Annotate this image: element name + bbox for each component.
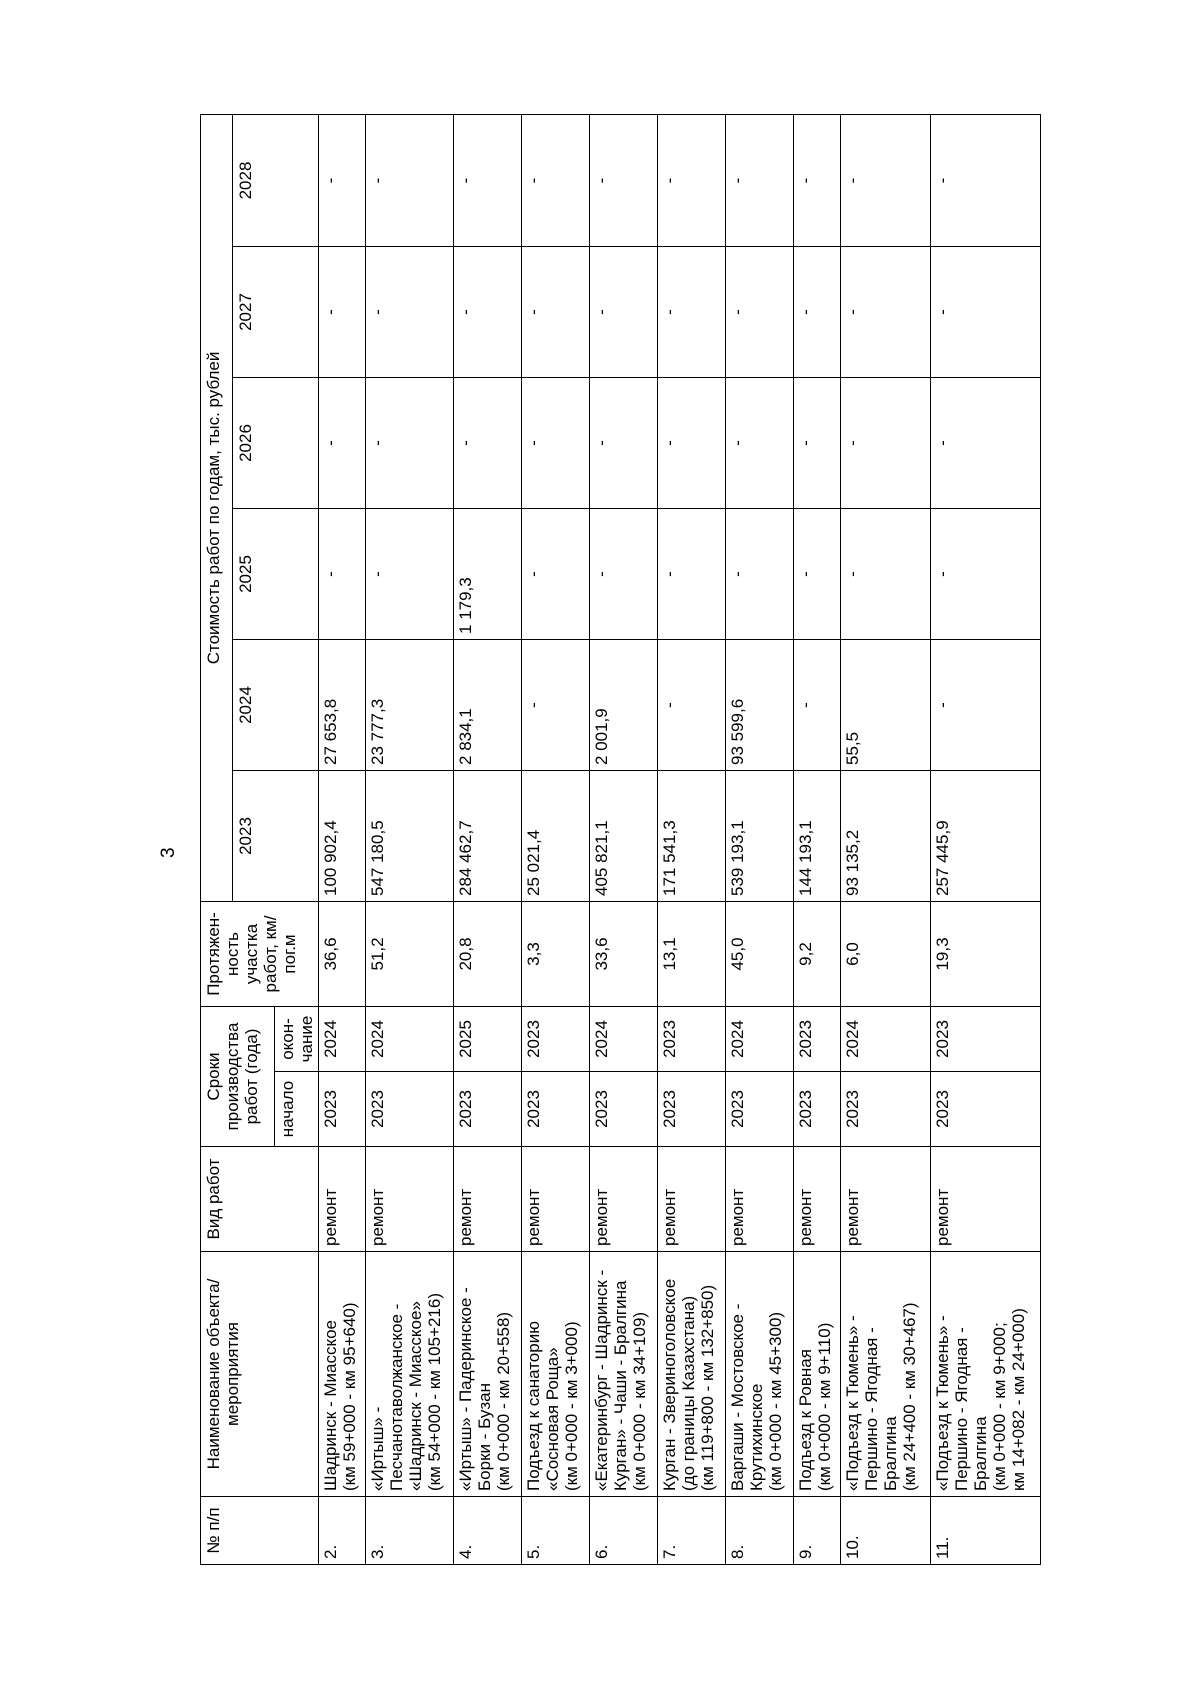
row-cost-2023: 25 021,4 bbox=[522, 770, 590, 901]
header-start: начало bbox=[275, 1072, 319, 1147]
row-num: 3. bbox=[366, 1497, 454, 1565]
row-cost-2025: - bbox=[590, 508, 658, 639]
row-cost-2023: 547 180,5 bbox=[366, 770, 454, 901]
row-cost-2024: - bbox=[931, 639, 1041, 770]
row-cost-2025: - bbox=[366, 508, 454, 639]
row-num: 4. bbox=[454, 1497, 522, 1565]
row-cost-2025: 1 179,3 bbox=[454, 508, 522, 639]
row-cost-2028: - bbox=[931, 114, 1041, 246]
row-name: Подъезд к санаторию «Сосновая Роща» (км 0+000 - км 3+000) bbox=[522, 1252, 590, 1497]
row-cost-2026: - bbox=[319, 377, 366, 508]
row-name: Курган - Звериноголовское (до границы Казахстана) (км 119+800 - км 132+850) bbox=[658, 1252, 726, 1497]
road-repair-table bbox=[200, 114, 1041, 1565]
row-cost-2028: - bbox=[841, 114, 931, 246]
row-cost-2028: - bbox=[726, 114, 794, 246]
row-start: 2023 bbox=[841, 1072, 931, 1147]
row-num: 11. bbox=[931, 1497, 1041, 1565]
rotated-table-sheet bbox=[200, 115, 1135, 1565]
row-cost-2028: - bbox=[319, 114, 366, 246]
row-end: 2023 bbox=[658, 1006, 726, 1071]
row-cost-2028: - bbox=[590, 114, 658, 246]
row-type: ремонт bbox=[931, 1147, 1041, 1252]
row-end: 2023 bbox=[522, 1006, 590, 1071]
row-cost-2024: 93 599,6 bbox=[726, 639, 794, 770]
row-length: 33,6 bbox=[590, 901, 658, 1006]
table-row bbox=[931, 114, 1041, 1564]
header-end: окон- чание bbox=[275, 1006, 319, 1071]
row-cost-2026: - bbox=[590, 377, 658, 508]
row-cost-2026: - bbox=[841, 377, 931, 508]
table-body bbox=[319, 114, 1041, 1564]
row-cost-2024: - bbox=[794, 639, 841, 770]
row-cost-2026: - bbox=[794, 377, 841, 508]
row-cost-2024: 2 834,1 bbox=[454, 639, 522, 770]
row-type: ремонт bbox=[726, 1147, 794, 1252]
row-cost-2023: 171 541,3 bbox=[658, 770, 726, 901]
row-name: Шадринск - Миасское (км 59+000 - км 95+640) bbox=[319, 1252, 366, 1497]
row-cost-2024: 27 653,8 bbox=[319, 639, 366, 770]
table-row bbox=[454, 114, 522, 1564]
table-row bbox=[522, 114, 590, 1564]
header-length: Протяжен- ность участка работ, км/ пог.м bbox=[201, 901, 319, 1006]
row-cost-2027: - bbox=[841, 246, 931, 377]
table-header bbox=[201, 114, 319, 1564]
page-number: 3 bbox=[158, 847, 179, 858]
row-name: Подъезд к Ровная (км 0+000 - км 9+110) bbox=[794, 1252, 841, 1497]
row-cost-2027: - bbox=[522, 246, 590, 377]
table-row bbox=[319, 114, 366, 1564]
row-cost-2024: 23 777,3 bbox=[366, 639, 454, 770]
header-name: Наименование объекта/ мероприятия bbox=[201, 1252, 319, 1497]
row-type: ремонт bbox=[841, 1147, 931, 1252]
row-type: ремонт bbox=[366, 1147, 454, 1252]
row-name: «Иртыш» - Падеринское - Борки - Бузан (км 0+000 - км 20+558) bbox=[454, 1252, 522, 1497]
row-start: 2023 bbox=[366, 1072, 454, 1147]
row-start: 2023 bbox=[522, 1072, 590, 1147]
row-cost-2025: - bbox=[841, 508, 931, 639]
row-cost-2027: - bbox=[794, 246, 841, 377]
row-name: «Подъезд к Тюмень» - Першино - Ягодная - Бралгина (км 0+000 - км 9+000; км 14+082 - км 24+000) bbox=[931, 1252, 1041, 1497]
header-year: 2025 bbox=[233, 508, 319, 639]
row-num: 8. bbox=[726, 1497, 794, 1565]
row-cost-2023: 539 193,1 bbox=[726, 770, 794, 901]
header-year: 2023 bbox=[233, 770, 319, 901]
row-length: 45,0 bbox=[726, 901, 794, 1006]
table-row bbox=[726, 114, 794, 1564]
row-cost-2028: - bbox=[658, 114, 726, 246]
row-type: ремонт bbox=[454, 1147, 522, 1252]
row-cost-2024: - bbox=[522, 639, 590, 770]
header-year: 2028 bbox=[233, 114, 319, 246]
row-length: 13,1 bbox=[658, 901, 726, 1006]
row-length: 9,2 bbox=[794, 901, 841, 1006]
row-cost-2023: 100 902,4 bbox=[319, 770, 366, 901]
row-type: ремонт bbox=[590, 1147, 658, 1252]
row-end: 2024 bbox=[841, 1006, 931, 1071]
table-row bbox=[590, 114, 658, 1564]
row-cost-2028: - bbox=[366, 114, 454, 246]
row-num: 10. bbox=[841, 1497, 931, 1565]
row-type: ремонт bbox=[794, 1147, 841, 1252]
row-cost-2025: - bbox=[319, 508, 366, 639]
row-type: ремонт bbox=[522, 1147, 590, 1252]
header-num: № п/п bbox=[201, 1497, 319, 1565]
row-start: 2023 bbox=[794, 1072, 841, 1147]
row-cost-2026: - bbox=[931, 377, 1041, 508]
row-end: 2024 bbox=[590, 1006, 658, 1071]
row-start: 2023 bbox=[931, 1072, 1041, 1147]
row-cost-2023: 284 462,7 bbox=[454, 770, 522, 901]
row-cost-2023: 257 445,9 bbox=[931, 770, 1041, 901]
row-name: «Иртыш» - Песчанотаволжанское - «Шадринск - Миасское» (км 54+000 - км 105+216) bbox=[366, 1252, 454, 1497]
row-end: 2023 bbox=[931, 1006, 1041, 1071]
row-end: 2023 bbox=[794, 1006, 841, 1071]
row-cost-2027: - bbox=[590, 246, 658, 377]
row-length: 36,6 bbox=[319, 901, 366, 1006]
row-num: 7. bbox=[658, 1497, 726, 1565]
row-cost-2026: - bbox=[726, 377, 794, 508]
row-length: 51,2 bbox=[366, 901, 454, 1006]
row-length: 20,8 bbox=[454, 901, 522, 1006]
row-cost-2026: - bbox=[366, 377, 454, 508]
row-cost-2024: 55,5 bbox=[841, 639, 931, 770]
row-start: 2023 bbox=[590, 1072, 658, 1147]
row-start: 2023 bbox=[658, 1072, 726, 1147]
row-length: 19,3 bbox=[931, 901, 1041, 1006]
row-cost-2025: - bbox=[658, 508, 726, 639]
row-cost-2025: - bbox=[522, 508, 590, 639]
row-cost-2027: - bbox=[726, 246, 794, 377]
row-cost-2025: - bbox=[931, 508, 1041, 639]
row-name: «Подъезд к Тюмень» - Першино - Ягодная - Бралгина (км 24+400 - км 30+467) bbox=[841, 1252, 931, 1497]
header-year: 2027 bbox=[233, 246, 319, 377]
row-type: ремонт bbox=[658, 1147, 726, 1252]
table-row bbox=[841, 114, 931, 1564]
row-cost-2027: - bbox=[931, 246, 1041, 377]
row-start: 2023 bbox=[319, 1072, 366, 1147]
table-row bbox=[658, 114, 726, 1564]
row-num: 6. bbox=[590, 1497, 658, 1565]
row-cost-2028: - bbox=[522, 114, 590, 246]
header-type: Вид работ bbox=[201, 1147, 319, 1252]
row-cost-2023: 144 193,1 bbox=[794, 770, 841, 901]
row-type: ремонт bbox=[319, 1147, 366, 1252]
row-start: 2023 bbox=[454, 1072, 522, 1147]
row-cost-2028: - bbox=[454, 114, 522, 246]
row-cost-2024: - bbox=[658, 639, 726, 770]
row-cost-2026: - bbox=[658, 377, 726, 508]
row-end: 2024 bbox=[319, 1006, 366, 1071]
row-cost-2026: - bbox=[522, 377, 590, 508]
header-cost: Стоимость работ по годам, тыс. рублей bbox=[201, 114, 233, 901]
row-start: 2023 bbox=[726, 1072, 794, 1147]
header-year: 2024 bbox=[233, 639, 319, 770]
table-row bbox=[794, 114, 841, 1564]
table-row bbox=[366, 114, 454, 1564]
row-cost-2027: - bbox=[454, 246, 522, 377]
header-year: 2026 bbox=[233, 377, 319, 508]
row-cost-2025: - bbox=[794, 508, 841, 639]
row-end: 2024 bbox=[366, 1006, 454, 1071]
row-cost-2027: - bbox=[658, 246, 726, 377]
row-cost-2028: - bbox=[794, 114, 841, 246]
row-cost-2027: - bbox=[366, 246, 454, 377]
row-name: Варгаши - Мостовское - Крутихинское (км 0+000 - км 45+300) bbox=[726, 1252, 794, 1497]
row-end: 2024 bbox=[726, 1006, 794, 1071]
row-num: 5. bbox=[522, 1497, 590, 1565]
row-length: 3,3 bbox=[522, 901, 590, 1006]
row-end: 2025 bbox=[454, 1006, 522, 1071]
row-length: 6,0 bbox=[841, 901, 931, 1006]
row-cost-2024: 2 001,9 bbox=[590, 639, 658, 770]
row-cost-2027: - bbox=[319, 246, 366, 377]
header-terms: Сроки производства работ (года) bbox=[201, 1006, 275, 1146]
row-name: «Екатеринбург - Шадринск - Курган» - Чаши - Бралгина (км 0+000 - км 34+109) bbox=[590, 1252, 658, 1497]
row-num: 2. bbox=[319, 1497, 366, 1565]
row-num: 9. bbox=[794, 1497, 841, 1565]
row-cost-2026: - bbox=[454, 377, 522, 508]
row-cost-2023: 405 821,1 bbox=[590, 770, 658, 901]
row-cost-2023: 93 135,2 bbox=[841, 770, 931, 901]
row-cost-2025: - bbox=[726, 508, 794, 639]
